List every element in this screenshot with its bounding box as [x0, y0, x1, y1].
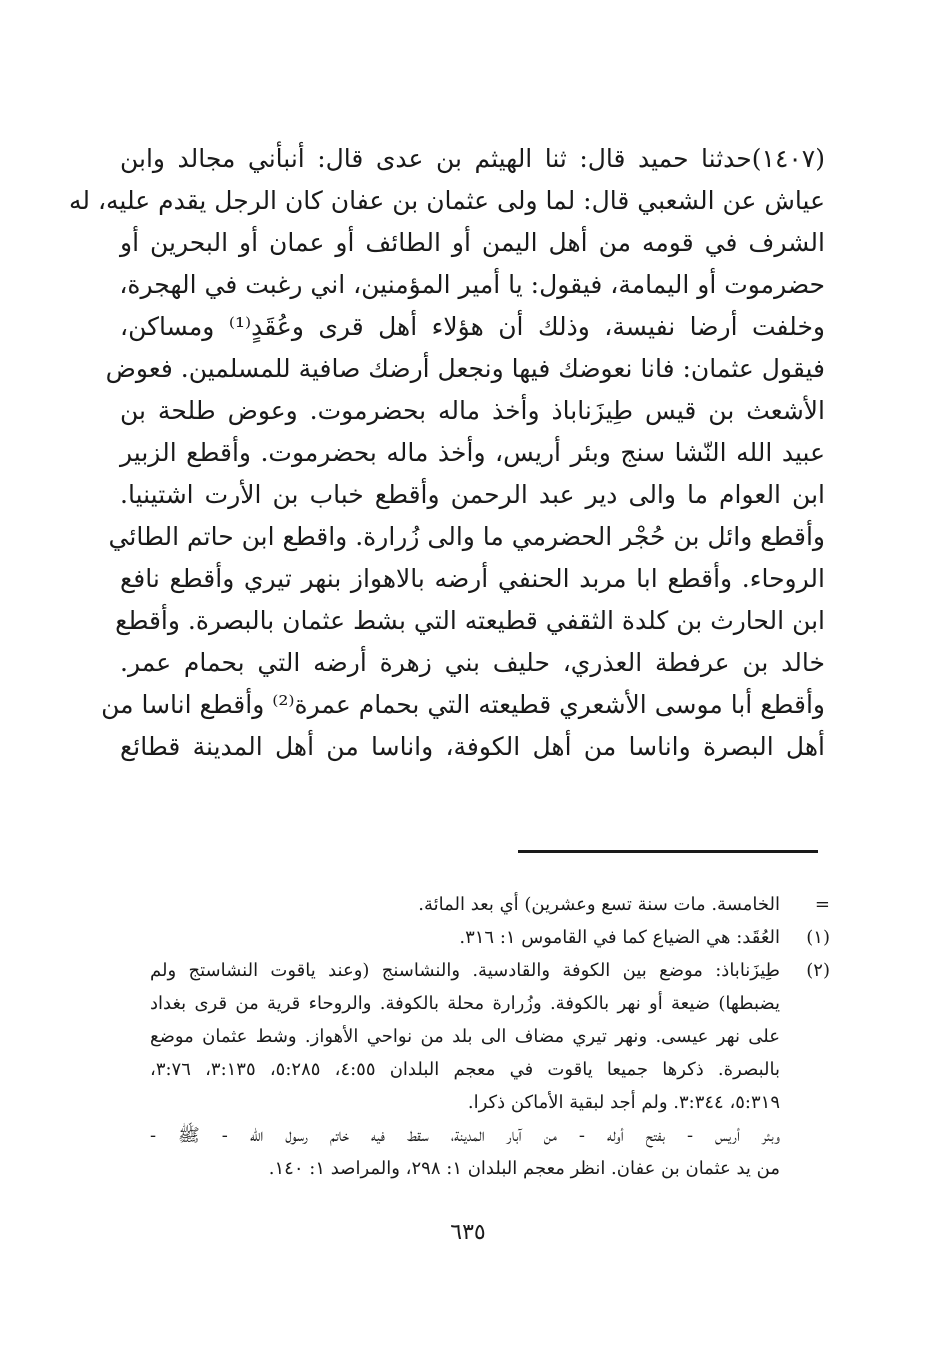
footnotes-block — [150, 888, 830, 1185]
text-line: أهل البصرة واناسا من أهل الكوفة، واناسا من أهل المدينة قطائع — [120, 732, 825, 761]
footnote-marker: = — [814, 894, 830, 915]
footnote-line: الخامسة. مات سنة تسع وعشرين) أي بعد المائة. — [418, 894, 780, 915]
main-text-block — [68, 138, 825, 768]
footnote-divider — [518, 850, 818, 853]
text-line: ابن الحارث بن كلدة الثقفي قطيعته التي بشط عثمان بالبصرة. وأقطع — [115, 606, 825, 635]
footnote-line: من يد عثمان بن عفان. انظر معجم البلدان ١: ٢٩٨، والمراصد ١: ١٤٠. — [268, 1158, 780, 1179]
footnote-line: على نهر عيسى. ونهر تيري مضاف الى بلد من نواحي الأهواز. وشط عثمان موضع — [150, 1026, 780, 1047]
footnote-line: العُقَد: هي الضياع كما في القاموس ١: ٣١٦. — [459, 927, 780, 948]
footnote-line: بالبصرة. ذكرها جميعا ياقوت في معجم البلدان ٤:٥٥، ٥:٢٨٥، ٣:١٣٥، ٣:٧٦، — [150, 1059, 781, 1080]
text-line: حضرموت أو اليمامة، فيقول: يا أمير المؤمنين، اني رغبت في الهجرة، — [119, 270, 825, 299]
text-line: عياش عن الشعبي قال: لما ولى عثمان بن عفان كان الرجل يقدم عليه، له — [68, 186, 825, 215]
footnote-line: يضبطها) ضيعة أو نهر بالكوفة. وزُرارة محلة بالكوفة. والروحاء قرية من قرى بغداد — [150, 993, 780, 1014]
page-number: ٦٣٥ — [450, 1220, 486, 1245]
text-line: فيقول عثمان: فانا نعوضك فيها ونجعل أرضك صافية للمسلمين. فعوض — [105, 354, 825, 383]
text-line: الأشعث بن قيس طِيزَناباذ وأخذ ماله بحضرموت. وعوض طلحة بن — [120, 396, 825, 425]
footnote-marker: (٢) — [806, 960, 830, 981]
footnote-1 — [150, 921, 830, 954]
footnote-marker: (١) — [806, 927, 830, 948]
text-line: الروحاء. وأقطع ابا مربد الحنفي أرضه بالاهواز بنهر تيري وأقطع نافع — [120, 564, 825, 593]
text-line: (١٤٠٧)حدثنا حميد قال: ثنا الهيثم بن عدى قال: أنبأني مجالد وابن — [120, 144, 825, 173]
text-line: وخلفت أرضا نفيسة، وذلك أن هؤلاء أهل قرى وعُقَدٍ⁽¹⁾ ومساكن، — [120, 312, 825, 341]
footnote-continued — [150, 888, 830, 921]
text-line: الشرف في قومه من أهل اليمن أو الطائف أو عمان أو البحرين أو — [120, 228, 825, 257]
text-line: وأقطع أبا موسى الأشعري قطيعته التي بحمام عمرة⁽²⁾ وأقطع اناسا من — [101, 690, 825, 719]
footnote-line: وبئر أريس - بفتح أوله - من آبار المدينة، سقط فيه خاتم رسول الله - ﷺ - — [150, 1125, 780, 1146]
footnote-line: ٥:٣١٩، ٣:٣٤٤. ولم أجد لبقية الأماكن ذكرا. — [467, 1092, 780, 1113]
text-line: عبيد الله النّشا سنج وبئر أريس، وأخذ ماله بحضرموت. وأقطع الزبير — [120, 438, 825, 467]
footnote-2 — [150, 954, 830, 1185]
text-line: وأقطع وائل بن حُجْر الحضرمي ما والى زُرارة. واقطع ابن حاتم الطائي — [108, 522, 825, 551]
footnote-line: طِيزَناباذ: موضع بين الكوفة والقادسية. والنشاسنج (وعند ياقوت النشاستج ولم — [150, 960, 780, 981]
text-line: ابن العوام ما والى دير عبد الرحمن وأقطع خباب بن الأرت اشتينيا. — [120, 480, 825, 509]
text-line: خالد بن عرفطة العذري، حليف بني زهرة أرضه التي بحمام عمر. — [120, 648, 825, 677]
